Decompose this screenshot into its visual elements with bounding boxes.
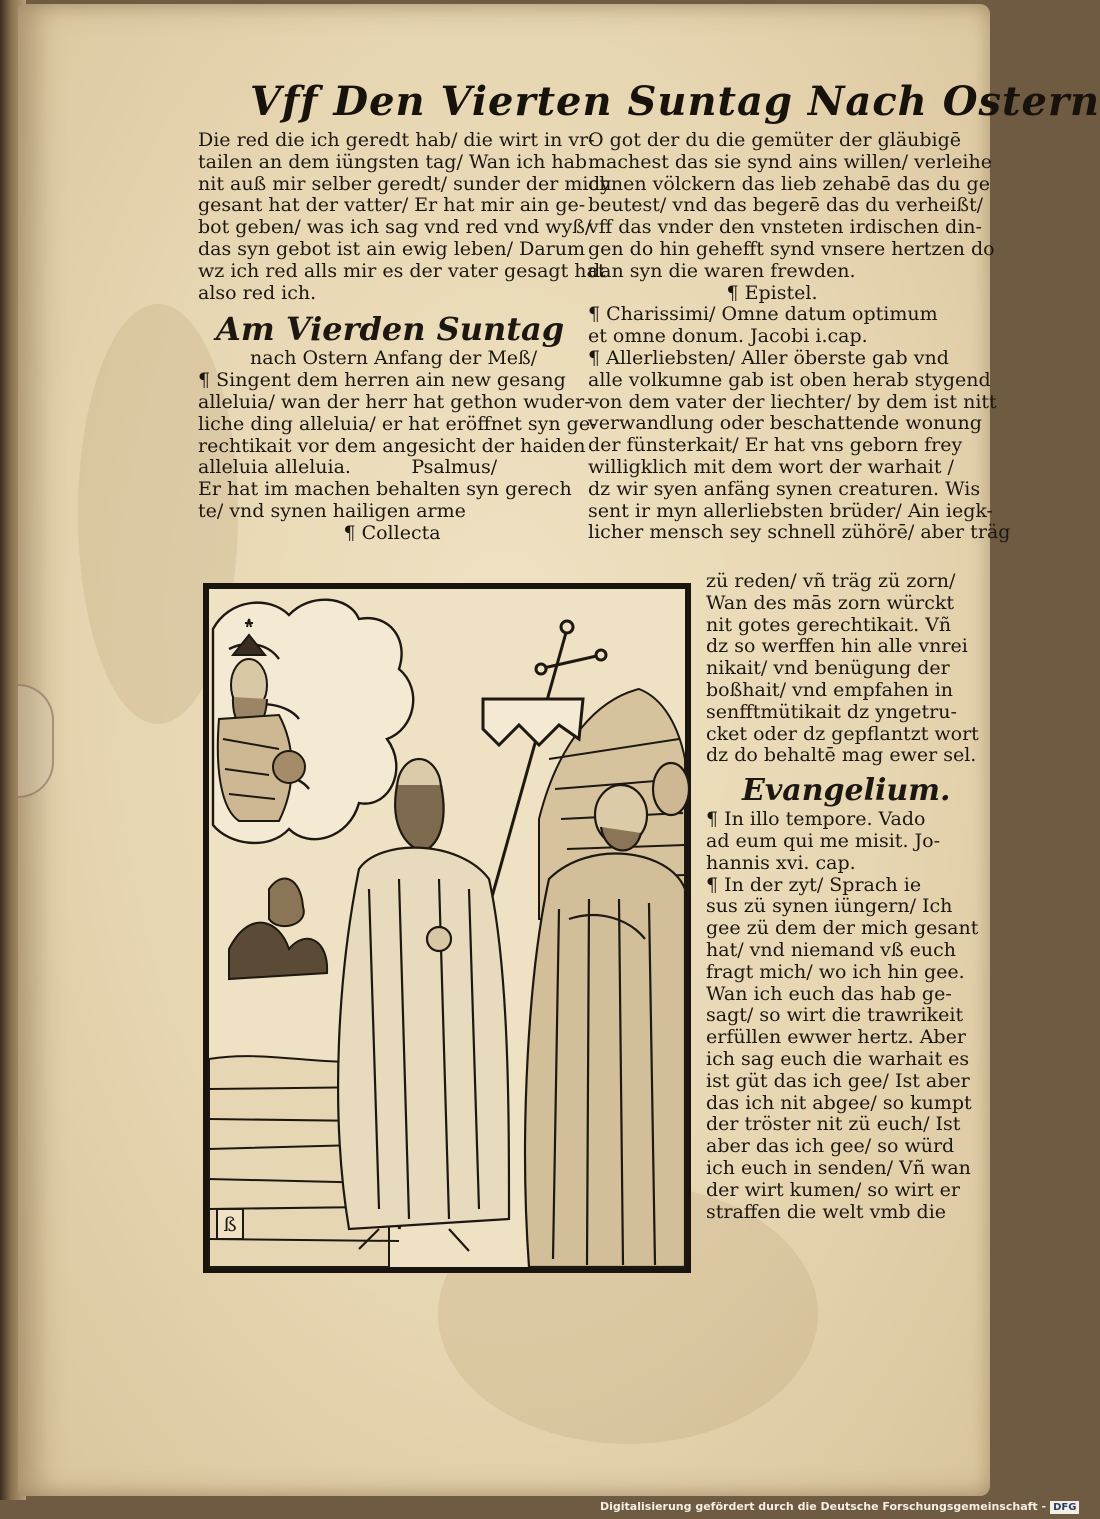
text-line: ¶ Singent dem herren ain new gesang <box>198 369 566 392</box>
collect-prayer <box>588 129 995 283</box>
text-line: fragt mich/ wo ich hin gee. <box>706 960 965 983</box>
text-line: O got der du die gemüter der gläubigē <box>588 129 962 151</box>
text-line: ¶ In der zyt/ Sprach ie <box>706 873 922 896</box>
text-line: dz wir syen anfäng synen creaturen. Wis <box>588 477 981 500</box>
text-line: aber das ich gee/ so würd <box>706 1135 955 1158</box>
page-clip-mark <box>18 684 54 798</box>
text-line: gen do hin gehefft synd vnsere hertzen do <box>588 237 995 260</box>
text-line: dan syn die waren frewden. <box>588 259 856 282</box>
text-line: der fünsterkait/ Er hat vns geborn frey <box>588 434 963 457</box>
text-line: von dem vater der liechter/ by dem ist nitt <box>588 390 997 413</box>
text-line: ist güt das ich gee/ Ist aber <box>706 1069 970 1092</box>
text-line: Wan des mās zorn würckt <box>706 591 954 614</box>
text-line: hat/ vnd niemand vß euch <box>706 938 956 961</box>
text-line: Wan ich euch das hab ge- <box>706 982 952 1005</box>
text-line: das ich nit abgee/ so kumpt <box>706 1091 972 1114</box>
epistel-text <box>588 346 1011 544</box>
evangelium-reference: ad eum qui me misit. Jo- <box>706 829 940 852</box>
epistel-reference: ¶ Charissimi/ Omne datum optimum <box>588 303 938 326</box>
section-subheading: nach Ostern Anfang der Meß/ <box>250 347 538 370</box>
text-line: dz do behaltē mag ewer sel. <box>706 744 977 767</box>
text-line: nit gotes gerechtikait. Vñ <box>706 613 952 636</box>
text-line: tailen an dem iüngsten tag/ Wan ich hab <box>198 150 588 173</box>
text-line: boßhait/ vnd empfahen in <box>706 678 954 701</box>
digitization-footer <box>600 1500 1077 1516</box>
text-line: der wirt kumen/ so wirt er <box>706 1178 960 1201</box>
footer-text: Digitalisierung gefördert durch die Deutsche Forschungsgemeinschaft - <box>600 1500 1047 1513</box>
text-line: ich sag euch die warhait es <box>706 1047 970 1070</box>
text-line: bot geben/ was ich sag vnd red vnd wyß/ <box>198 216 592 239</box>
evangelium-reference: hannis xvi. cap. <box>706 851 856 874</box>
woodcut-drawing <box>209 589 685 1267</box>
text-line: erfüllen ewwer hertz. Aber <box>706 1026 966 1049</box>
text-line: dynen völckern das lieb zehabē das du ge <box>588 172 990 195</box>
text-line: vff das vnder den vnsteten irdischen din- <box>588 216 982 239</box>
text-line: verwandlung oder beschattende wonung <box>588 412 982 435</box>
text-line: sagt/ so wirt die trawrikeit <box>706 1004 964 1027</box>
text-line: beutest/ vnd das begerē das du verheißt/ <box>588 194 984 217</box>
text-line: nit auß mir selber geredt/ sunder der mich <box>198 172 612 195</box>
epistel-reference: et omne donum. Jacobi i.cap. <box>588 325 868 348</box>
text-line: willigklich mit dem wort der warhait / <box>588 455 954 478</box>
text-line: senfftmütikait dz yngetru- <box>706 700 957 723</box>
dfg-logo: DFG <box>1050 1501 1079 1514</box>
evangelium-reference: ¶ In illo tempore. Vado <box>706 808 926 831</box>
left-column <box>198 129 612 545</box>
text-line: der tröster nit zü euch/ Ist <box>706 1113 961 1136</box>
right-column <box>588 129 1011 544</box>
text-line: ich euch in senden/ Vñ wan <box>706 1156 971 1179</box>
text-line: alle volkumne gab ist oben herab stygend <box>588 368 991 391</box>
text-line: gee zü dem der mich gesant <box>706 917 979 940</box>
evangelium-text <box>706 873 979 1224</box>
text-line: machest das sie synd ains willen/ verleihe <box>588 150 992 173</box>
text-line: zü reden/ vñ träg zü zorn/ <box>706 570 956 592</box>
collecta-label: ¶ Collecta <box>343 521 441 544</box>
text-line: Er hat im machen behalten syn gerech <box>198 478 572 501</box>
text-line: sent ir myn allerliebsten brüder/ Ain iegk- <box>588 499 993 522</box>
woodcut-illustration <box>203 583 691 1273</box>
text-line: das syn gebot ist ain ewig leben/ Darum <box>198 237 585 260</box>
text-line: rechtikait vor dem angesicht der haiden <box>198 434 586 457</box>
epistel-label: ¶ Epistel. <box>726 281 818 304</box>
text-line: ¶ Allerliebsten/ Aller öberste gab vnd <box>588 346 949 369</box>
text-line: te/ vnd synen hailigen arme <box>198 499 466 522</box>
section-heading: Am Vierden Suntag <box>216 310 565 349</box>
text-line: Die red die ich geredt hab/ die wirt in vr- <box>198 129 595 151</box>
gospel-continuation <box>198 129 612 304</box>
text-line: alleluia/ wan der herr hat gethon wuder- <box>198 390 591 413</box>
text-line: nikait/ vnd benügung der <box>706 657 950 680</box>
text-line: wz ich red alls mir es der vater gesagt hat <box>198 259 606 282</box>
introit-text <box>198 369 597 523</box>
text-line: liche ding alleluia/ er hat eröffnet syn ge- <box>198 412 597 435</box>
text-line: alleluia alleluia. Psalmus/ <box>198 456 498 479</box>
running-title: Vff Den Vierten Suntag Nach Ostern <box>250 78 1100 125</box>
text-line: straffen die welt vmb die <box>706 1200 947 1223</box>
text-line: cket oder dz gepflantzt wort <box>706 722 979 745</box>
text-line: sus zü synen iüngern/ Ich <box>706 895 953 918</box>
text-line: gesant hat der vatter/ Er hat mir ain ge- <box>198 194 586 217</box>
right-narrow-column <box>706 570 979 1223</box>
evangelium-heading: Evangelium. <box>742 773 951 809</box>
monogram: ß <box>223 1212 237 1236</box>
text-line: also red ich. <box>198 281 317 304</box>
monogram-tablet <box>217 1209 243 1239</box>
text-line: licher mensch sey schnell zühörē/ aber träg <box>588 521 1011 544</box>
text-line: dz so werffen hin alle vnrei <box>706 635 968 658</box>
